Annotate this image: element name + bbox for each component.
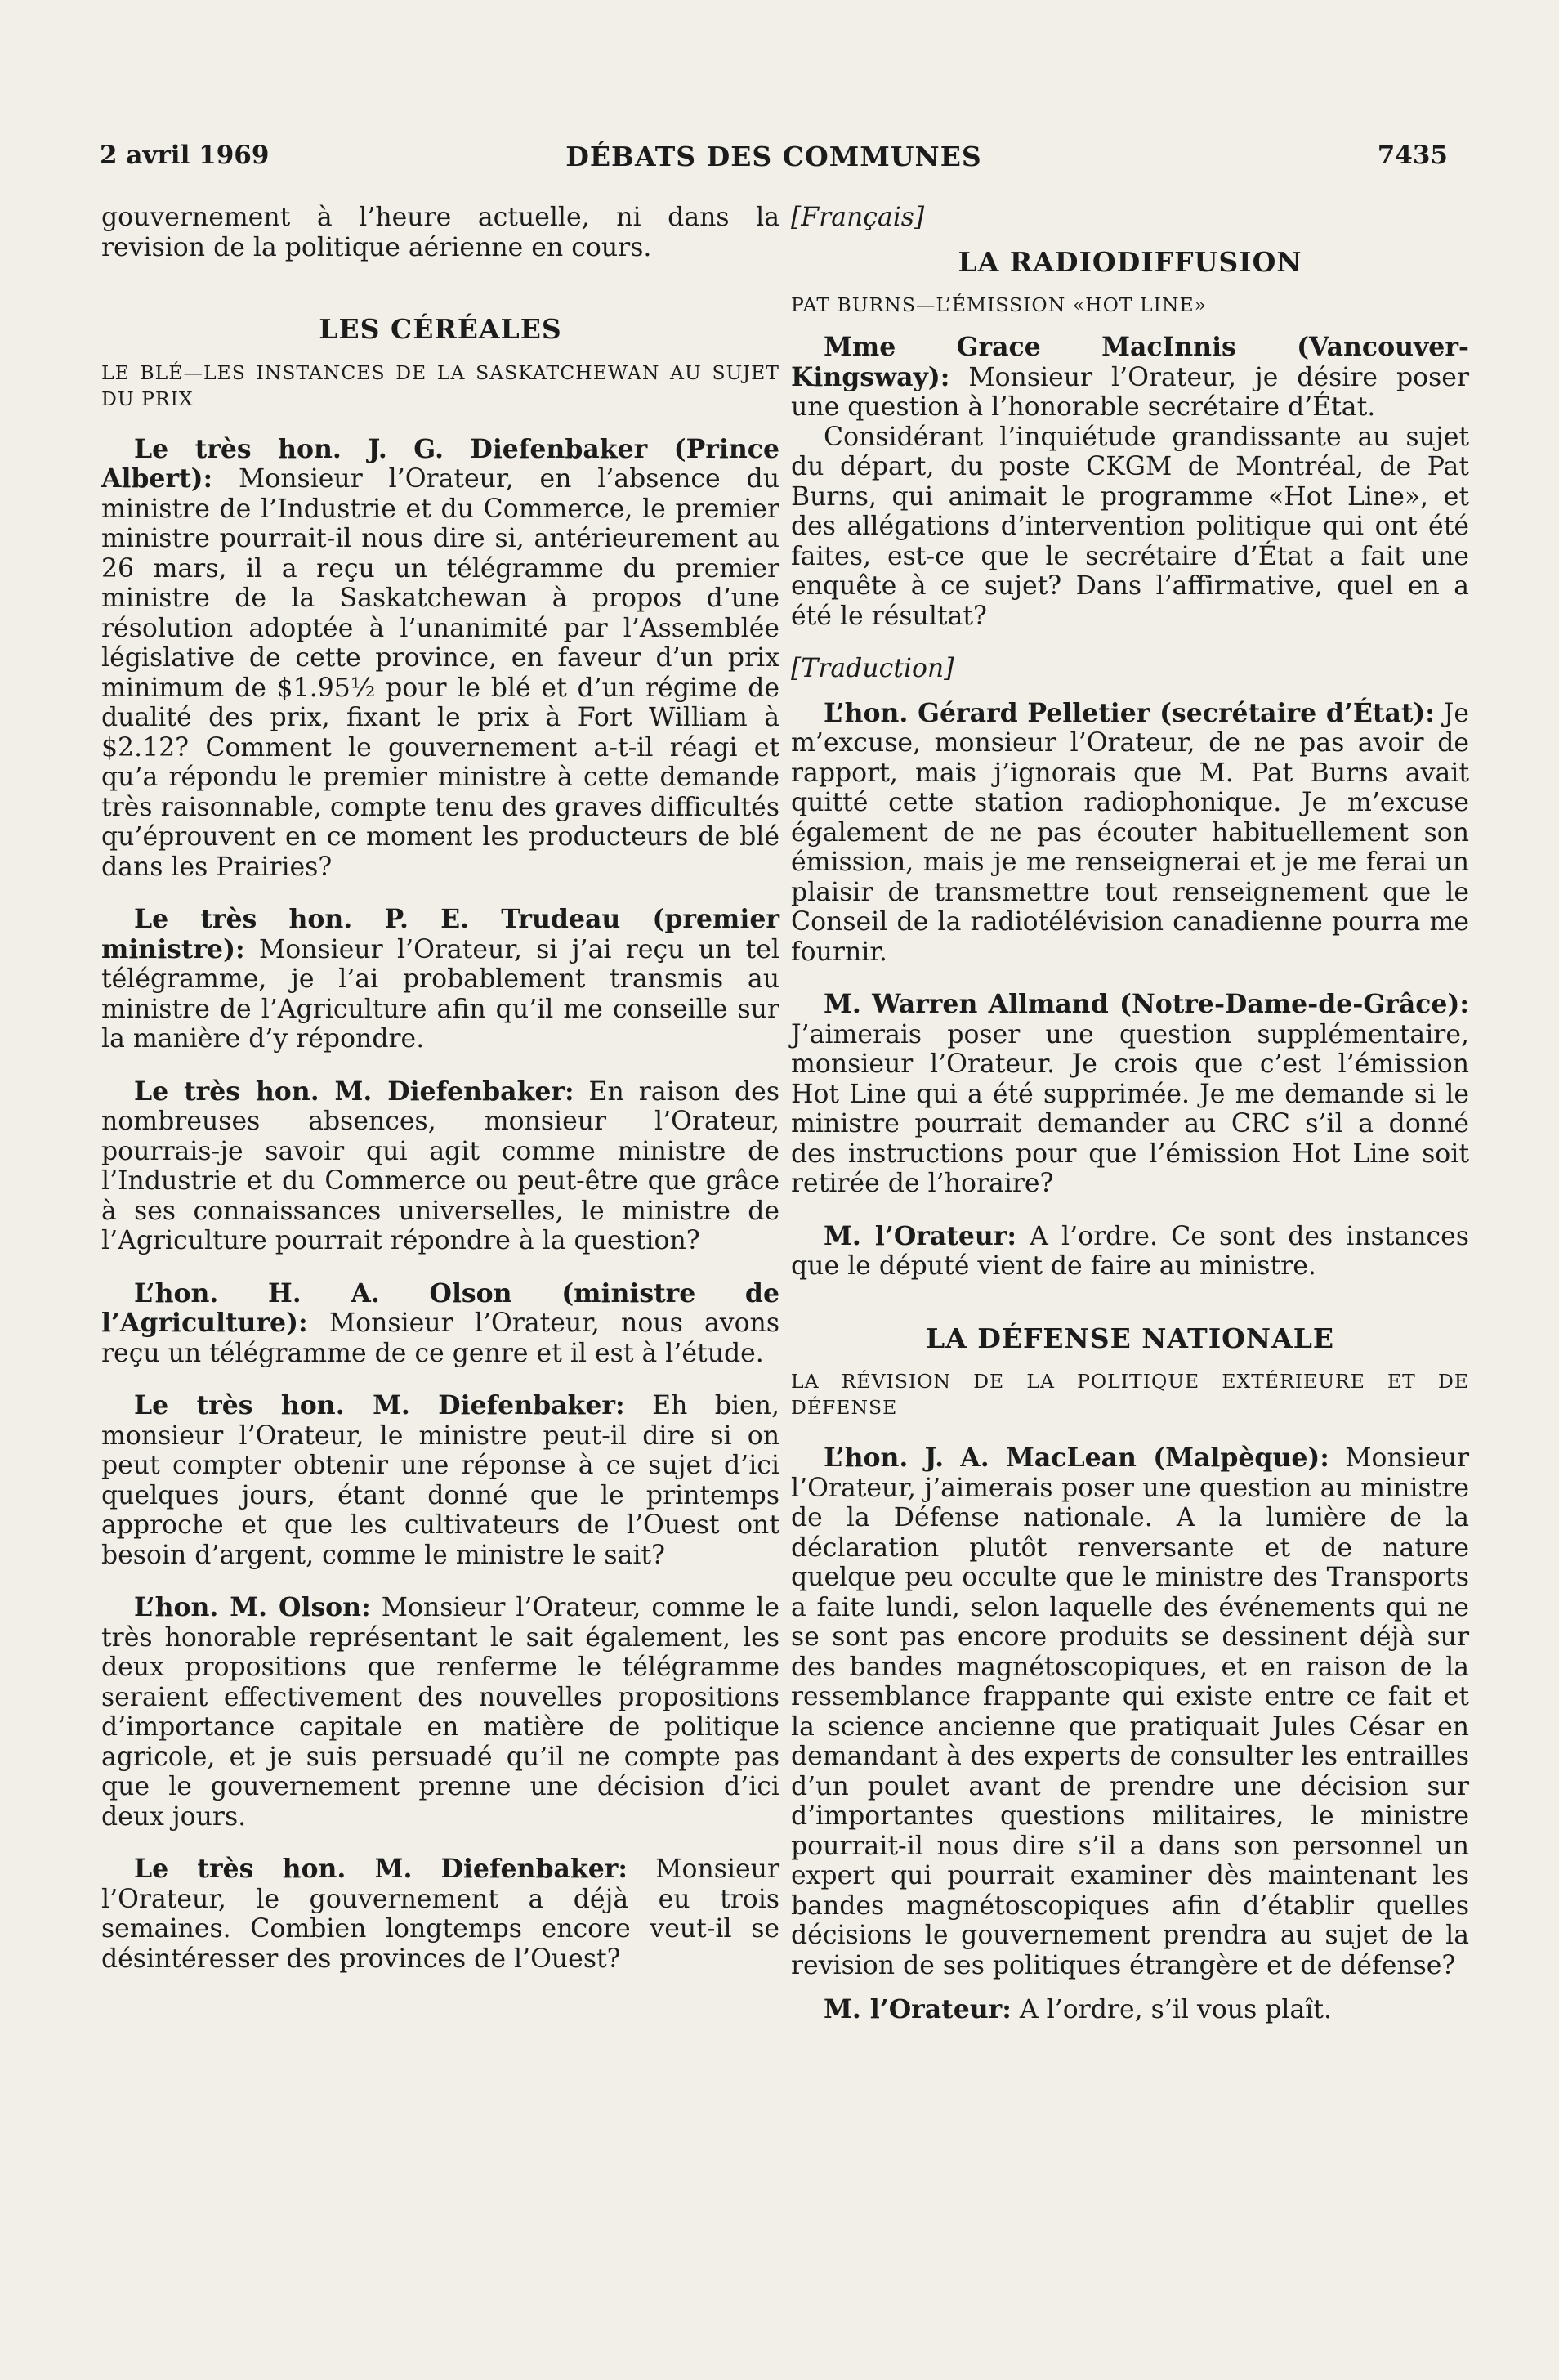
paragraph: Considérant l’inquiétude grandissante au sujet du départ, du poste CKGM de Montréal, de Pat Burns, qui animait le programme «Hot Line», et des allégations d’intervention politique qui ont été faites, est-ce que le secrétaire d’État a fait une enquête à ce sujet? Dans l’affirmative, quel en a été le résultat? — [791, 422, 1469, 631]
speech-text: Monsieur l’Orateur, en l’absence du ministre de l’Industrie et du Commerce, le premier ministre pourrait-il nous dire si, antérieurement au 26 mars, il a reçu un télégramme du premier ministre de la Saskatchewan à propos d’une résolution adoptée à l’unanimité par l’Assemblée législative de cette province, en faveur d’un prix minimum de $1.95½ pour le blé et d’un régime de dualité des prix, fixant le prix à Fort William à $2.12? Comment le gouvernement a-t-il réagi et qu’a répondu le premier ministre à cette demande très raisonnable, compte tenu des graves difficultés qu’éprouvent en ce moment les producteurs de blé dans les Prairies? — [101, 464, 780, 882]
speech-text: En raison des nombreuses absences, monsieur l’Orateur, pourrais-je savoir qui agit comme ministre de l’Industrie et du Commerce ou peut-être que grâce à ses connaissances universelles, le ministre de l’Agriculture pourrait répondre à la question? — [101, 1076, 780, 1255]
header-title: DÉBATS DES COMMUNES — [565, 141, 982, 172]
paragraph — [791, 333, 1469, 423]
section-title-defense: LA DÉFENSE NATIONALE — [925, 1322, 1335, 1354]
paragraph — [101, 1077, 780, 1256]
header-date: 2 avril 1969 — [100, 141, 270, 170]
subsection-title-pat-burns: PAT BURNS—L’ÉMISSION «HOT LINE» — [791, 293, 1207, 316]
speech-text: Je m’excuse, monsieur l’Orateur, de ne pas avoir de rapport, mais j’ignorais que M. Pat Burns avait quitté cette station radiophonique. Je m’excuse également de ne pas écouter habituellement son émission, mais je me renseignerai et je me ferai un plaisir de transmettre tout renseignement que le Conseil de la radiotélévision canadienne pourra me fournir. — [791, 698, 1469, 967]
paragraph — [791, 699, 1469, 968]
paragraph — [791, 1222, 1469, 1282]
speech-text: Monsieur l’Orateur, le gouvernement a déjà eu trois semaines. Combien longtemps encore veut-il se désintéresser des provinces de l’Ouest? — [101, 1854, 780, 1974]
paragraph — [791, 1443, 1469, 1980]
speaker-name: L’hon. J. A. MacLean (Malpèque): — [824, 1443, 1329, 1473]
section-title-radiodiffusion: LA RADIODIFFUSION — [958, 245, 1302, 278]
speaker-name: Le très hon. P. E. Trudeau (premier ministre): — [101, 904, 780, 964]
right-column — [791, 203, 1469, 2025]
paragraph — [101, 1854, 780, 1974]
running-head — [100, 141, 1448, 181]
speaker-name: L’hon. M. Olson: — [134, 1592, 371, 1622]
speaker-name: M. l’Orateur: — [824, 1994, 1012, 2024]
speaker-name: Le très hon. J. G. Diefenbaker (Prince Albert): — [101, 433, 780, 494]
section-title-cereales: LES CÉRÉALES — [319, 313, 562, 345]
paragraph — [101, 435, 780, 883]
header-page-number: 7435 — [1377, 141, 1448, 170]
subsection-title-revision: LA RÉVISION DE LA POLITIQUE EXTÉRIEURE ET DE DÉFENSE — [791, 1370, 1469, 1419]
speech-text: Monsieur l’Orateur, j’aimerais poser une question au ministre de la Défense nationale. A la lumière de la déclaration plutôt renversante et de nature quelque peu occulte que le ministre des Transports a faite lundi, selon laquelle des événements qui ne se sont pas encore produits se dessinent déjà sur des bandes magnétoscopiques, et en raison de la ressemblance frappante qui existe entre ce fait et la science ancienne que pratiquait Jules César en demandant à des experts de consulter les entrailles d’un poulet avant de prendre une décision sur d’importantes questions militaires, le ministre pourrait-il nous dire s’il a dans son personnel un expert qui pourrait examiner dès maintenant les bandes magnétoscopiques afin d’établir quelles décisions le gouvernement prendra au sujet de la revision de ses politiques étrangère et de défense? — [791, 1443, 1469, 1980]
speaker-name: Le très hon. M. Diefenbaker: — [134, 1390, 625, 1420]
paragraph — [101, 1391, 780, 1570]
speaker-name: M. l’Orateur: — [824, 1220, 1017, 1251]
speaker-name: L’hon. Gérard Pelletier (secrétaire d’État): — [824, 697, 1435, 728]
paragraph — [101, 1593, 780, 1832]
speaker-name: Mme Grace MacInnis (Vancouver-Kingsway): — [791, 332, 1469, 392]
speech-text: Monsieur l’Orateur, comme le très honorable représentant le sait également, les deux propositions que renferme le télégramme seraient effectivement des nouvelles propositions d’importance capitale en matière de politique agricole, et je suis persuadé qu’il ne compte pas que le gouvernement prenne une décision d’ici deux jours. — [101, 1593, 780, 1832]
paragraph — [101, 905, 780, 1054]
speech-text: J’aimerais poser une question supplémentaire, monsieur l’Orateur. Je crois que c’est l’émission Hot Line qui a été supprimée. Je me demande si le ministre pourrait demander au CRC s’il a donné des instructions pour que l’émission Hot Line soit retirée de l’horaire? — [791, 1019, 1469, 1198]
subsection-title-ble: LE BLÉ—LES INSTANCES DE LA SASKATCHEWAN AU SUJET DU PRIX — [101, 360, 780, 410]
paragraph — [791, 990, 1469, 1199]
speaker-name: L’hon. H. A. Olson (ministre de l’Agriculture): — [101, 1277, 780, 1338]
speaker-name: Le très hon. M. Diefenbaker: — [134, 1076, 574, 1107]
speech-text: Monsieur l’Orateur, nous avons reçu un télégramme de ce genre et il est à l’étude. — [101, 1309, 780, 1368]
speech-text: A l’ordre. Ce sont des instances que le député vient de faire au ministre. — [791, 1221, 1469, 1281]
paragraph — [791, 1995, 1469, 2025]
intro-paragraph: gouvernement à l’heure actuelle, ni dans la revision de la politique aérienne en cours. — [101, 203, 780, 262]
speaker-name: M. Warren Allmand (Notre-Dame-de-Grâce): — [824, 989, 1469, 1019]
language-tag: [Français] — [791, 203, 925, 232]
speaker-name: Le très hon. M. Diefenbaker: — [134, 1854, 628, 1884]
speech-text: Monsieur l’Orateur, si j’ai reçu un tel télégramme, je l’ai probablement transmis au ministre de l’Agriculture afin qu’il me conseille sur la manière d’y répondre. — [101, 934, 780, 1054]
speech-text: A l’ordre, s’il vous plaît. — [1019, 1995, 1333, 2024]
speech-text: Monsieur l’Orateur, je désire poser une question à l’honorable secrétaire d’État. — [791, 362, 1469, 422]
language-tag: [Traduction] — [791, 654, 954, 683]
paragraph — [101, 1279, 780, 1369]
speech-text: Eh bien, monsieur l’Orateur, le ministre peut-il dire si on peut compter obtenir une réponse à ce sujet d’ici quelques jours, étant donné que le printemps approche et que les cultivateurs de l’Ouest ont besoin d’argent, comme le ministre le sait? — [101, 1391, 780, 1570]
left-column — [101, 203, 780, 1974]
